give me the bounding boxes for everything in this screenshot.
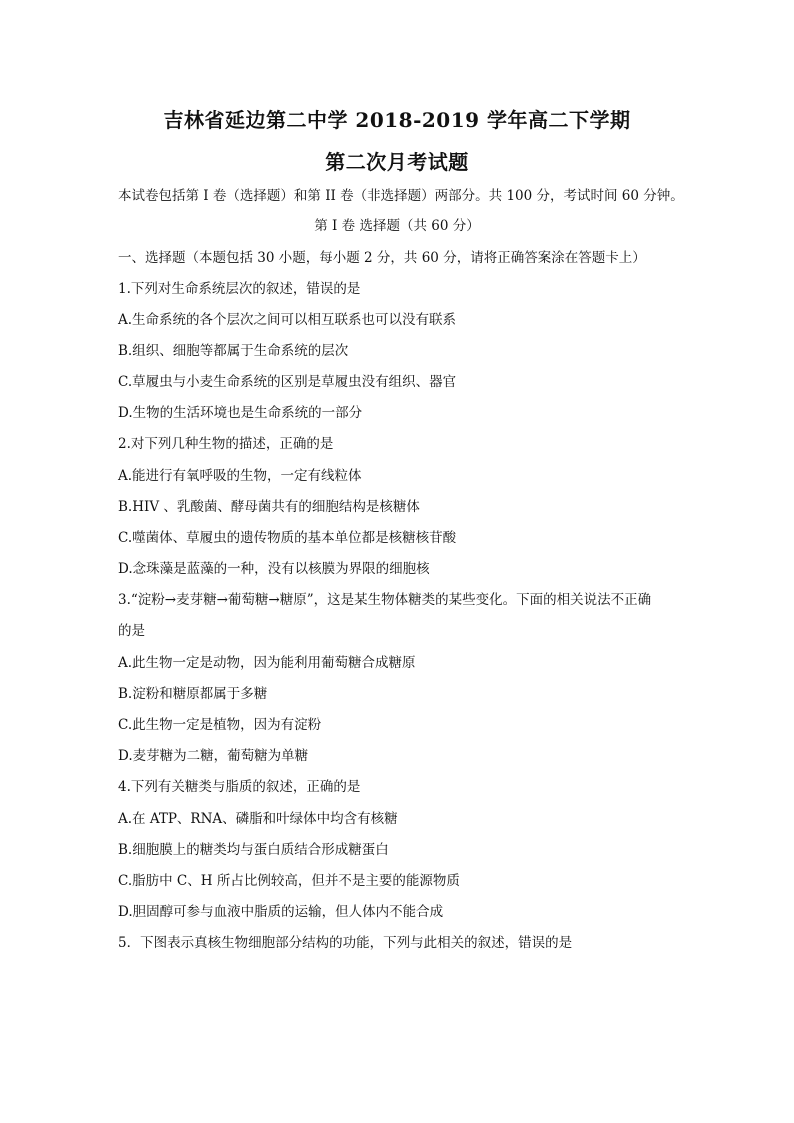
answer-option: C.脂肪中 C、H 所占比例较高，但并不是主要的能源物质 [118,873,460,889]
answer-option: A.此生物一定是动物，因为能利用葡萄糖合成糖原 [118,655,416,671]
question-stem: 1.下列对生命系统层次的叙述，错误的是 [118,281,361,297]
answer-option: C.此生物一定是植物，因为有淀粉 [118,717,322,733]
answer-option: D.念珠藻是蓝藻的一种，没有以核膜为界限的细胞核 [118,561,430,577]
answer-option: B.组织、细胞等都属于生命系统的层次 [118,343,349,359]
answer-option: B.淀粉和糖原都属于多糖 [118,686,268,702]
answer-option: D.生物的生活环境也是生命系统的一部分 [118,405,363,421]
answer-option: B.细胞膜上的糖类均与蛋白质结合形成糖蛋白 [118,842,389,858]
question-stem: 4.下列有关糖类与脂质的叙述，正确的是 [118,779,361,795]
part-instruction: 一、选择题（本题包括 30 小题，每小题 2 分，共 60 分，请将正确答案涂在答题卡上） [118,250,646,266]
exam-subtitle: 第二次月考试题 [325,150,469,174]
answer-option: A.生命系统的各个层次之间可以相互联系也可以没有联系 [118,312,457,328]
answer-option: C.噬菌体、草履虫的遗传物质的基本单位都是核糖核苷酸 [118,530,457,546]
answer-option: D.麦芽糖为二糖，葡萄糖为单糖 [118,748,309,764]
question-stem: 3.“淀粉→麦芽糖→葡萄糖→糖原”，这是某生物体糖类的某些变化。下面的相关说法不正确 [118,592,652,608]
question-stem: 5．下图表示真核生物细胞部分结构的功能，下列与此相关的叙述，错误的是 [118,935,573,951]
answer-option: B.HIV 、乳酸菌、酵母菌共有的细胞结构是核糖体 [118,499,420,515]
answer-option: A.能进行有氧呼吸的生物，一定有线粒体 [118,468,362,484]
answer-option: C.草履虫与小麦生命系统的区别是草履虫没有组织、器官 [118,374,457,390]
question-stem: 2.对下列几种生物的描述，正确的是 [118,436,334,452]
exam-intro: 本试卷包括第 I 卷（选择题）和第 II 卷（非选择题）两部分。共 100 分，考试时间 60 分钟。 [118,188,684,204]
section-heading: 第 I 卷 选择题（共 60 分） [314,218,480,234]
answer-option: A.在 ATP、RNA、磷脂和叶绿体中均含有核糖 [118,811,398,827]
answer-option: D.胆固醇可参与血液中脂质的运输，但人体内不能合成 [118,904,444,920]
exam-title: 吉林省延边第二中学 2018-2019 学年高二下学期 [163,108,631,132]
question-stem-continued: 的是 [118,623,145,639]
